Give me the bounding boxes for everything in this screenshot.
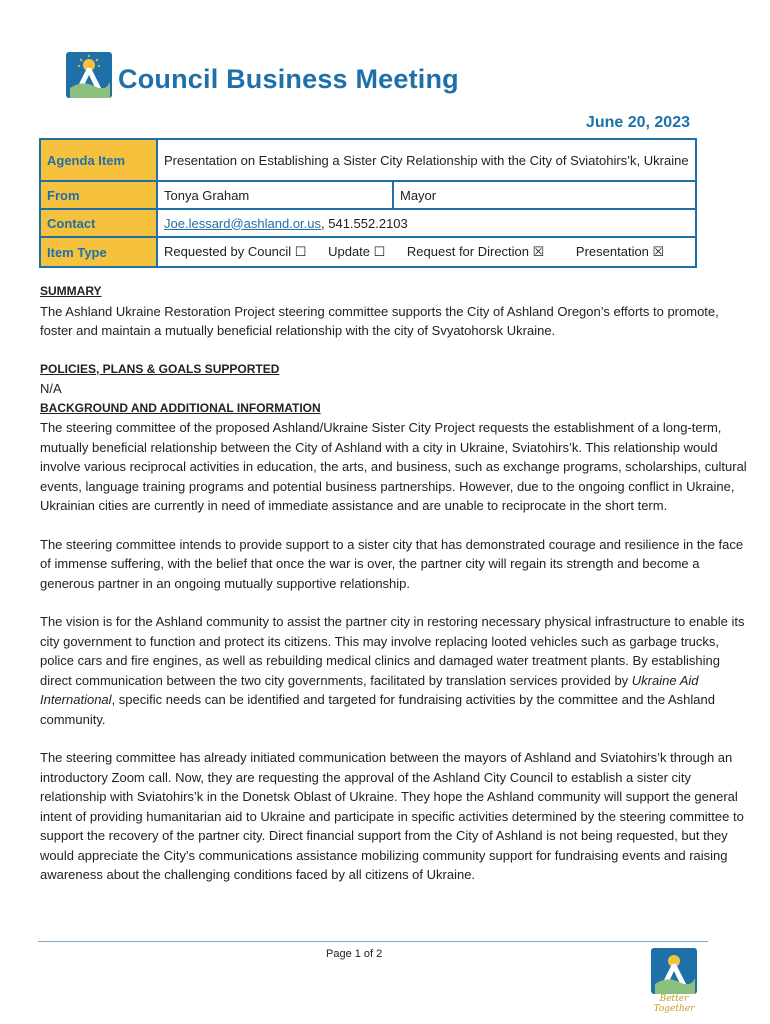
item-type-options <box>157 237 696 267</box>
contact-value <box>157 209 696 237</box>
contact-email-link[interactable]: Joe.lessard@ashland.or.us <box>164 215 322 231</box>
summary-text: The Ashland Ukraine Restoration Project steering committee supports the City of Ashland Oregon’s efforts to promote, foster and maintain a mutually beneficial relationship with the city of Svyatohorsk Ukraine. <box>40 303 719 338</box>
presentation-checkbox[interactable]: Presentation ☒ <box>575 244 665 259</box>
background-paragraph-3: The vision is for the Ashland community to assist the partner city in restoring necessary physical infrastructure to enable its city government to function and protect its citizens. This may involve replacing looted vehicles such as garbage trucks, police cars and fire engines, as well as rebuilding medical clinics and damaged water treatment plants. By establishing direct communication between the two city governments, facilitated by translation services provided by Ukraine Aid International, specific needs can be identified and targeted for fundraising activities by the committee and the Ashland community. <box>40 614 745 727</box>
contact-label: Contact <box>40 209 157 237</box>
ashland-logo-icon <box>66 52 112 98</box>
background-paragraph-1: The steering committee of the proposed Ashland/Ukraine Sister City Project requests the establishment of a long-term, mutually beneficial relationship between the City of Ashland with a city in Ukraine, Sviatohirs’k. This relationship would involve various reciprocal activities in education, the arts, and business, such as exchange programs, scholarships, cultural events, language training programs and potential business partnerships. However, due to the ongoing conflict in Ukraine, Ukrainian cities are currently in need of immediate assistance and are unable to reciprocate in the short term. <box>40 420 747 513</box>
footer-logo <box>648 948 700 1014</box>
agenda-info-table <box>39 138 697 268</box>
summary-heading: SUMMARY <box>40 284 102 298</box>
meeting-date: June 20, 2023 <box>585 114 690 131</box>
requested-by-council-checkbox[interactable]: Requested by Council ☐ <box>164 244 307 259</box>
policies-heading: POLICIES, PLANS & GOALS SUPPORTED <box>40 361 280 376</box>
background-heading: BACKGROUND AND ADDITIONAL INFORMATION <box>40 400 321 415</box>
ukraine-aid-international: Ukraine Aid International <box>40 672 699 707</box>
ashland-footer-logo-icon <box>651 948 697 994</box>
document-body <box>40 282 750 885</box>
background-paragraph-4: The steering committee has already initiated communication between the mayors of Ashland and Sviatohirs’k through an introductory Zoom call. Now, they are requesting the approval of the Ashland City Council to establish a sister city relationship with Sviatohirs’k in the Donetsk Oblast of Ukraine. They hope the Ashland community will support the general intent of providing humanitarian aid to Ukraine and participate in specific activities determined by the steering committee to support the recovery of the partner city. Direct financial support from the City of Ashland is not being requested, but they would appreciate the City's communications assistance mobilizing community support for fundraising events and raising awareness about the challenging conditions faced by all citizens of Ukraine. <box>40 750 744 882</box>
footer-tagline: Better Together <box>653 994 695 1014</box>
from-label: From <box>40 181 157 209</box>
page-number: Page 1 of 2 <box>326 948 383 960</box>
page-title: Council Business Meeting <box>118 63 459 94</box>
from-name: Tonya Graham <box>157 181 393 209</box>
background-paragraph-2: The steering committee intends to provide support to a sister city that has demonstrated courage and resilience in the face of immense suffering, with the belief that once the war is over, the partner city will regain its strength and become a generous partner in an ongoing mutually supportive relationship. <box>40 536 744 591</box>
footer-divider <box>38 941 708 942</box>
policies-text: N/A <box>40 381 62 396</box>
update-checkbox[interactable]: Update ☐ <box>328 244 386 259</box>
agenda-item-label: Agenda Item <box>40 139 157 181</box>
contact-phone: , 541.552.2103 <box>321 215 408 231</box>
item-type-label: Item Type <box>40 237 157 267</box>
agenda-item-value: Presentation on Establishing a Sister City Relationship with the City of Sviatohirs’k, Ukraine <box>157 139 696 181</box>
request-for-direction-checkbox[interactable]: Request for Direction ☒ <box>406 244 545 259</box>
from-title: Mayor <box>393 181 696 209</box>
header <box>66 52 459 98</box>
